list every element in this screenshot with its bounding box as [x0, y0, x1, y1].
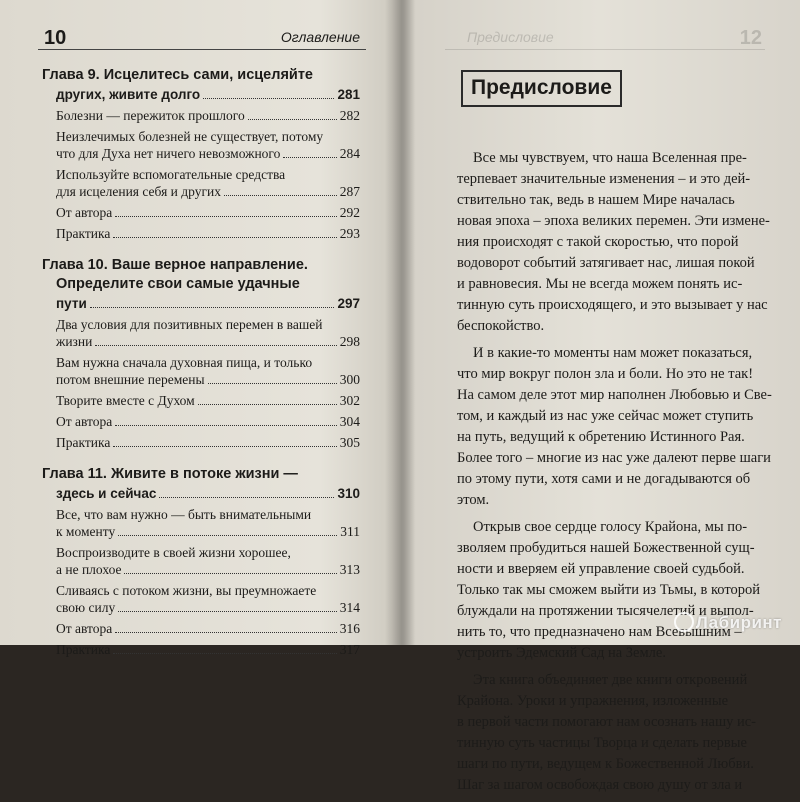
preface-line: ности и вверяем ей управление своей судьбой.	[457, 561, 745, 577]
toc-chapter	[42, 66, 360, 242]
toc-entry	[42, 316, 360, 350]
preface-line: И в какие-то моменты нам может показаться,	[473, 345, 753, 361]
entry-text-line: Практика	[56, 226, 111, 241]
entry-text-line: Вам нужна сначала духовная пища, и только	[56, 355, 313, 370]
entry-page-number: 313	[339, 562, 360, 577]
table-of-contents	[42, 66, 360, 672]
toc-entry	[42, 506, 360, 540]
entry-page-number: 287	[339, 184, 360, 199]
dot-leader	[90, 307, 335, 308]
labirint-logo	[674, 612, 782, 633]
dot-leader	[115, 216, 336, 217]
preface-line: терпевает значительные изменения – и это дей-	[457, 171, 751, 187]
entry-text-line: Творите вместе с Духом	[56, 393, 195, 408]
entry-page-number: 317	[339, 642, 360, 657]
entry-text-line: Практика	[56, 642, 111, 657]
toc-entry	[42, 128, 360, 162]
dot-leader	[159, 497, 334, 498]
entry-text-line: От автора	[56, 414, 113, 429]
entry-page-number: 305	[339, 435, 360, 450]
entry-page-number: 302	[339, 393, 360, 408]
preface-line: Шаг за шагом освобождая свою душу от зла и	[457, 777, 743, 793]
faint-running-head: Предисловие	[467, 29, 554, 45]
preface-title: Предисловие	[461, 70, 622, 107]
dot-leader	[95, 345, 336, 346]
chapter-title-line: Глава 9. Исцелитесь сами, исцеляйте	[42, 67, 313, 83]
entry-text-line: свою силу	[56, 600, 116, 615]
dot-leader	[124, 573, 336, 574]
toc-entry	[42, 392, 360, 409]
entry-row	[56, 225, 360, 242]
preface-paragraph	[457, 148, 777, 337]
dot-leader	[113, 237, 336, 238]
entry-page-number: 300	[339, 372, 360, 387]
chapter-title	[42, 465, 360, 502]
entry-text-line: От автора	[56, 205, 113, 220]
entry-text-line: что для Духа нет ничего невозможного	[56, 146, 281, 161]
header-rule	[38, 49, 366, 50]
dot-leader	[208, 383, 337, 384]
chapter-title	[42, 66, 360, 103]
dot-leader	[248, 119, 337, 120]
preface-line: блуждали на протяжении тысячелетий и выпол-	[457, 603, 754, 619]
chapter-title	[42, 256, 360, 312]
entry-text-line: а не плохое	[56, 562, 122, 577]
preface-line: на путь, ведущий к обретению Истинного Рая.	[457, 429, 745, 445]
entry-text-line: Практика	[56, 435, 111, 450]
preface-paragraph	[457, 343, 777, 511]
toc-chapter	[42, 256, 360, 451]
chapter-title-row	[42, 295, 360, 312]
entry-page-number: 282	[339, 108, 360, 123]
entry-text-line: Сливаясь с потоком жизни, вы преумножаете	[56, 583, 317, 598]
preface-line: Крайона. Уроки и упражнения, изложенные	[457, 693, 729, 709]
chapter-title-line: других, живите долго	[56, 87, 201, 102]
entry-text-line: От автора	[56, 621, 113, 636]
preface-line: нить то, что предназначено нам Всевышним –	[457, 624, 742, 640]
preface-line: в первой части помогают нам осознать нашу ис-	[457, 714, 757, 730]
chapter-title-line: здесь и сейчас	[56, 486, 157, 501]
toc-entry	[42, 204, 360, 221]
watermark-text: Лабиринт	[695, 613, 782, 632]
chapter-page-number: 297	[337, 296, 360, 311]
preface-line: что мир вокруг полон зла и боли. Но это не так!	[457, 366, 754, 382]
chapter-title-line: Глава 10. Ваше верное направление.	[42, 257, 308, 273]
entry-text-line: потом внешние перемены	[56, 372, 205, 387]
entry-row	[56, 392, 360, 409]
entry-row	[56, 523, 360, 540]
entry-page-number: 314	[339, 600, 360, 615]
preface-line: Только так мы сможем выйти из Тьмы, в которой	[457, 582, 760, 598]
entry-row	[56, 204, 360, 221]
dot-leader	[115, 425, 336, 426]
toc-entry	[42, 641, 360, 658]
dot-leader	[113, 653, 336, 654]
toc-entry	[42, 544, 360, 578]
faint-header-rule	[445, 49, 765, 50]
chapter-title-line: Глава 11. Живите в потоке жизни —	[42, 466, 298, 482]
dot-leader	[224, 195, 337, 196]
entry-page-number: 298	[339, 334, 360, 349]
entry-row	[56, 413, 360, 430]
faint-page-number: 12	[739, 27, 762, 49]
preface-paragraph	[457, 670, 777, 796]
preface-line: ния происходят с такой скоростью, что порой	[457, 234, 739, 250]
preface-line: том, и каждый из нас уже сейчас может ступить	[457, 408, 754, 424]
toc-entry	[42, 620, 360, 637]
preface-line: Эта книга объединяет две книги откровений	[473, 672, 748, 688]
entry-text-line: Используйте вспомогательные средства	[56, 167, 286, 182]
entry-row	[56, 620, 360, 637]
entry-text-line: Все, что вам нужно — быть внимательными	[56, 507, 312, 522]
preface-body	[457, 148, 777, 802]
chapter-title-line: пути	[56, 296, 87, 311]
entry-page-number: 311	[340, 524, 360, 539]
entry-text-line: жизни	[56, 334, 93, 349]
entry-text-line: Воспроизводите в своей жизни хорошее,	[56, 545, 291, 560]
entry-row	[56, 599, 360, 616]
preface-line: беспокойство.	[457, 318, 545, 334]
toc-entry	[42, 434, 360, 451]
dot-leader	[118, 611, 337, 612]
entry-text-line: Неизлечимых болезней не существует, потому	[56, 129, 324, 144]
preface-line: Открыв свое сердце голосу Крайона, мы по-	[473, 519, 748, 535]
dot-leader	[198, 404, 337, 405]
chapter-page-number: 310	[337, 486, 360, 501]
preface-paragraph	[457, 517, 777, 664]
preface-line: Более того – многие из нас уже далеют перве шаги	[457, 450, 771, 466]
preface-line: шаги по пути, ведущем к Божественной Любви.	[457, 756, 754, 772]
preface-line: Все мы чувствуем, что наша Вселенная пре-	[473, 150, 747, 166]
toc-entry	[42, 413, 360, 430]
running-head: Оглавление	[280, 29, 360, 45]
toc-entry	[42, 354, 360, 388]
chapter-title-row	[42, 485, 360, 502]
preface-line: ствительно так, ведь в нашем Мире началась	[457, 192, 735, 208]
preface-line: этом.	[457, 492, 490, 508]
entry-text-line: Два условия для позитивных перемен в вашей	[56, 317, 323, 332]
preface-line: по этому пути, хотя сами и не догадываются об	[457, 471, 751, 487]
dot-leader	[118, 535, 337, 536]
preface-line: На самом деле этот мир наполнен Любовью и Све-	[457, 387, 772, 403]
preface-line: тинную суть частицы Творца и сделать первые	[457, 735, 747, 751]
entry-row	[56, 333, 360, 350]
entry-text-line: к моменту	[56, 524, 116, 539]
dot-leader	[115, 632, 336, 633]
preface-line: устроить Эдемский Сад на Земле.	[457, 645, 666, 661]
toc-chapter	[42, 465, 360, 658]
entry-row	[56, 434, 360, 451]
entry-text-line: Болезни — пережиток прошлого	[56, 108, 245, 123]
preface-line: зволяем пробудиться нашей Божественной сущ-	[457, 540, 755, 556]
preface-line: водоворот событий затягивает нас, лишая покой	[457, 255, 755, 271]
page-number: 10	[44, 27, 67, 49]
chapter-page-number: 281	[337, 87, 360, 102]
preface-line: тинную суть происходящего, и это вызывает у нас	[457, 297, 768, 313]
entry-page-number: 304	[339, 414, 360, 429]
entry-row	[56, 641, 360, 658]
entry-row	[56, 183, 360, 200]
labirint-logo-icon	[674, 612, 694, 632]
chapter-title-line: Определите свои самые удачные	[56, 276, 300, 292]
toc-entry	[42, 107, 360, 124]
preface-line: новая эпоха – эпоха великих перемен. Эти измене-	[457, 213, 770, 229]
entry-page-number: 292	[339, 205, 360, 220]
entry-row	[56, 561, 360, 578]
entry-page-number: 284	[339, 146, 360, 161]
toc-entry	[42, 225, 360, 242]
dot-leader	[283, 157, 336, 158]
toc-entry	[42, 166, 360, 200]
preface-line: и равновесия. Мы не всегда можем понять ис-	[457, 276, 743, 292]
entry-page-number: 293	[339, 226, 360, 241]
right-page	[405, 0, 800, 793]
entry-page-number: 316	[339, 621, 360, 636]
entry-row	[56, 371, 360, 388]
entry-row	[56, 145, 360, 162]
left-page	[0, 0, 395, 657]
entry-row	[56, 107, 360, 124]
toc-entry	[42, 582, 360, 616]
chapter-title-row	[42, 86, 360, 103]
dot-leader	[203, 98, 334, 99]
dot-leader	[113, 446, 336, 447]
entry-text-line: для исцеления себя и других	[56, 184, 221, 199]
